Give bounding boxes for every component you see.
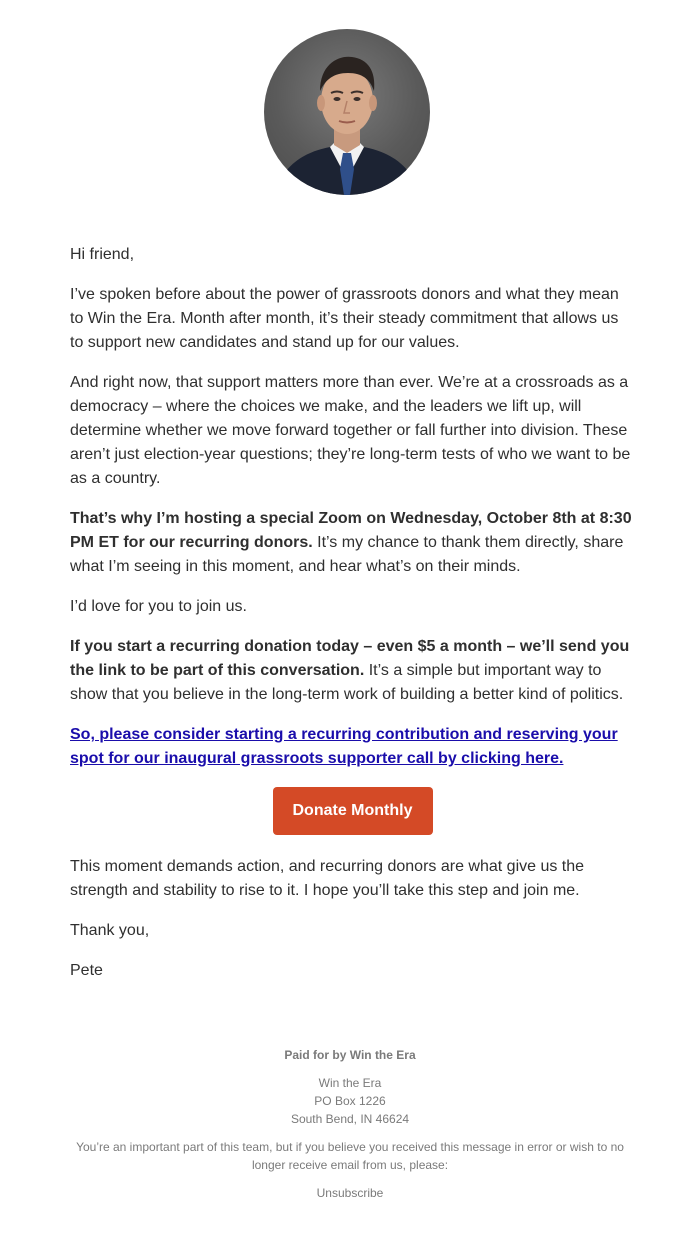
paragraph-recurring	[70, 635, 635, 707]
unsubscribe-notice: You’re an important part of this team, but if you believe you received this message in error or wish to no longer receive email from us, please:	[76, 1140, 624, 1172]
donate-monthly-button[interactable]: Donate Monthly	[273, 787, 433, 835]
avatar	[264, 29, 430, 195]
unsubscribe-link[interactable]: Unsubscribe	[316, 1186, 384, 1200]
paragraph-cta	[70, 723, 635, 771]
letter-content	[70, 243, 635, 999]
signoff: Thank you,	[70, 922, 150, 939]
donate-button-row	[70, 787, 635, 835]
recurring-offer: If you start a recurring donation today – even $5 a month – we’ll send you the link to be part of this conversation.	[70, 638, 630, 679]
paragraph-invite: I’d love for you to join us.	[70, 598, 247, 615]
address-line-3: South Bend, IN 46624	[290, 1112, 410, 1126]
zoom-details: It’s my chance to thank them directly, share what I’m seeing in this moment, and hear what’s on their minds.	[70, 534, 624, 575]
recurring-details: It’s a simple but important way to show that you believe in the long-term work of building a better kind of politics.	[70, 662, 624, 703]
portrait-photo-icon	[264, 29, 430, 195]
greeting: Hi friend,	[70, 246, 135, 263]
mailing-address	[70, 1074, 630, 1128]
zoom-announcement: That’s why I’m hosting a special Zoom on Wednesday, October 8th at 8:30 PM ET for our recurring donors.	[70, 510, 632, 551]
paragraph-crossroads: And right now, that support matters more than ever. We’re at a crossroads as a democracy – where the choices we make, and the leaders we lift up, will determine whether we move forward together or fall further into division. These aren’t just election-year questions; they’re long-term tests of who we want to be as a country.	[70, 374, 631, 487]
paragraph-grassroots: I’ve spoken before about the power of grassroots donors and what they mean to Win the Era. Month after month, it’s their steady commitment that allows us to support new candidates and stand up for our values.	[70, 286, 619, 351]
paid-for-disclaimer: Paid for by Win the Era	[284, 1048, 416, 1062]
address-line-2: PO Box 1226	[314, 1094, 386, 1108]
signature: Pete	[70, 962, 103, 979]
paragraph-zoom	[70, 507, 635, 579]
paragraph-action: This moment demands action, and recurring donors are what give us the strength and stability to rise to it. I hope you’ll take this step and join me.	[70, 858, 585, 899]
recurring-contribution-link[interactable]: So, please consider starting a recurring contribution and reserving your spot for our inaugural grassroots supporter call by clicking here.	[70, 726, 618, 767]
address-line-1: Win the Era	[318, 1076, 382, 1090]
footer	[70, 1046, 630, 1202]
